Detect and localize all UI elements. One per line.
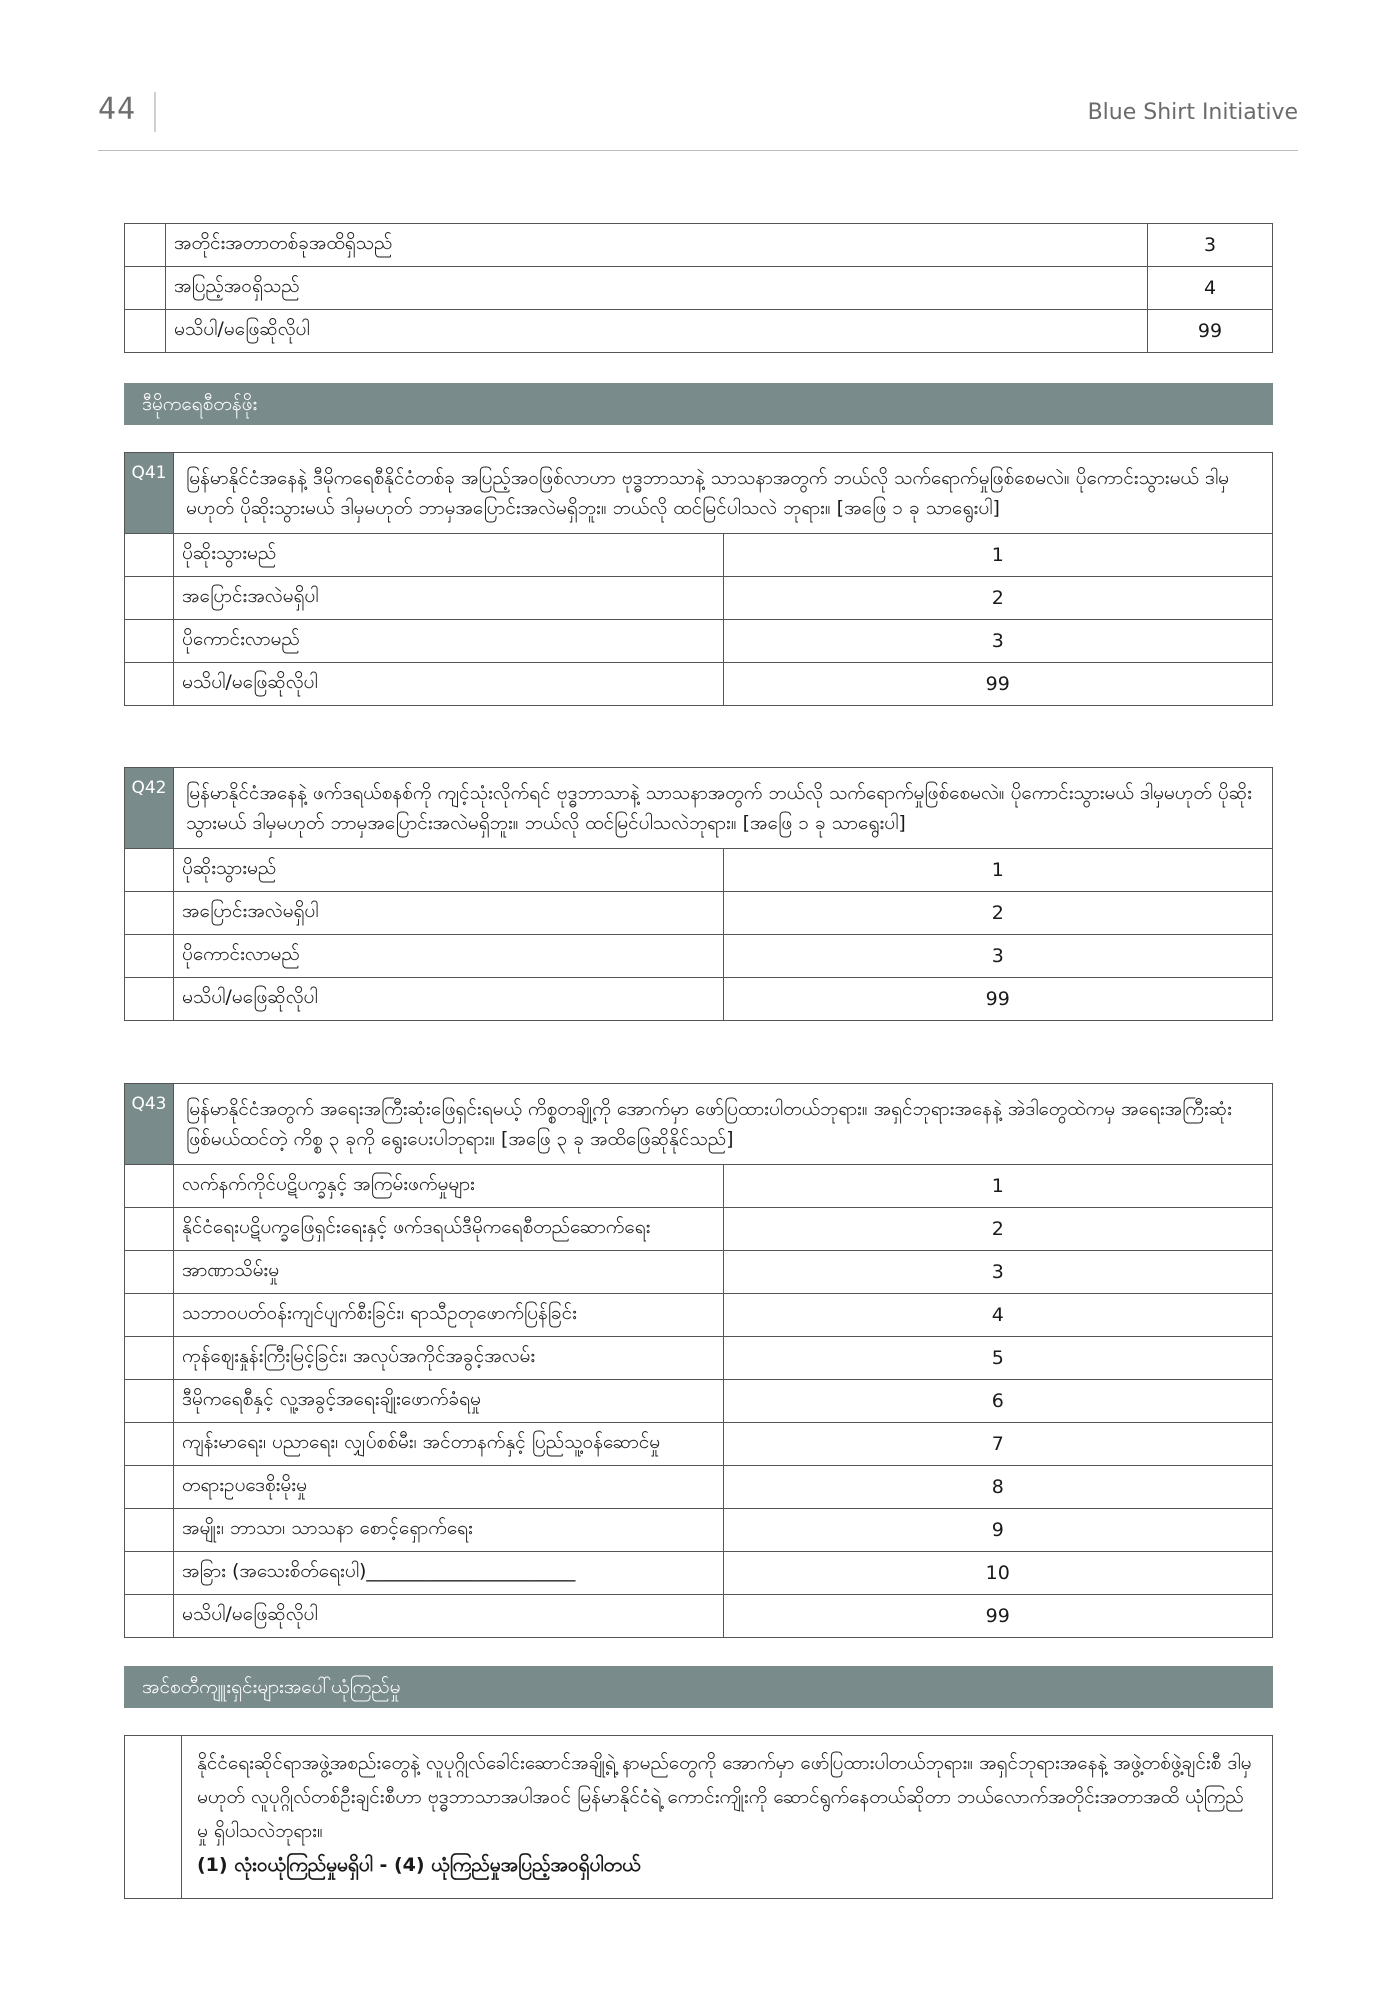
option-label: ကျန်းမာရေး၊ ပညာရေး၊ လျှပ်စစ်မီး၊ အင်တာနက်နှင့် ပြည်သူ့ဝန်ဆောင်မှု	[174, 1423, 724, 1466]
option-code: 2	[723, 1208, 1273, 1251]
table-row	[125, 1208, 1273, 1251]
option-code: 6	[723, 1380, 1273, 1423]
question-row	[125, 1084, 1273, 1165]
page-number: 44	[98, 92, 137, 127]
option-code: 2	[723, 892, 1273, 935]
table-row	[125, 978, 1273, 1021]
option-code: 5	[723, 1337, 1273, 1380]
question-text: မြန်မာနိုင်ငံအနေနဲ့ ဒီမိုကရေစီနိုင်ငံတစ်ခု အပြည့်အဝဖြစ်လာဟာ ဗုဒ္ဓဘာသာနဲ့ သာသနာအတွက် ဘယ်လို သက်ရောက်မှုဖြစ်စေမလဲ။ ပိုကောင်းသွားမယ် ဒါမှမဟုတ် ပိုဆိုးသွားမယ် ဒါမှမဟုတ် ဘာမှအပြောင်းအလဲမရှိဘူး။ ဘယ်လို ထင်မြင်ပါသလဲ ဘုရား။ [အဖြေ ၁ ခု သာရွေးပါ]	[174, 453, 1273, 534]
option-code: 99	[1148, 310, 1273, 353]
option-code: 7	[723, 1423, 1273, 1466]
option-label: အပြည့်အဝရှိသည်	[166, 267, 1148, 310]
table-row	[125, 1337, 1273, 1380]
option-label: အာဏာသိမ်းမှု	[174, 1251, 724, 1294]
table-row	[125, 620, 1273, 663]
header-rule	[98, 150, 1298, 151]
option-label: တရားဥပဒေစိုးမိုးမှု	[174, 1466, 724, 1509]
question-table-q41	[124, 452, 1273, 706]
option-label: မသိပါ/မဖြေဆိုလိုပါ	[174, 1595, 724, 1638]
option-code: 3	[1148, 224, 1273, 267]
table-row	[125, 1466, 1273, 1509]
table-row	[125, 1165, 1273, 1208]
question-text: မြန်မာနိုင်ငံအတွက် အရေးအကြီးဆုံးဖြေရှင်းရမယ့် ကိစ္စတချို့ကို အောက်မှာ ဖော်ပြထားပါတယ်ဘုရား။ အရှင်ဘုရားအနေနဲ့ အဲဒါတွေထဲကမှ အရေးအကြီးဆုံး ဖြစ်မယ်ထင်တဲ့ ကိစ္စ ၃ ခုကို ရွေးပေးပါဘုရား။ [အဖြေ ၃ ခု အထိဖြေဆိုနိုင်သည်]	[174, 1084, 1273, 1165]
table-row	[125, 577, 1273, 620]
option-label: အပြောင်းအလဲမရှိပါ	[174, 892, 724, 935]
option-label: ပိုဆိုးသွားမည်	[174, 849, 724, 892]
option-code: 3	[723, 620, 1273, 663]
question-table-q42	[124, 767, 1273, 1021]
question-id: Q41	[125, 453, 174, 534]
table-row	[125, 663, 1273, 706]
option-code: 99	[723, 663, 1273, 706]
option-code: 1	[723, 534, 1273, 577]
table-row	[125, 224, 1273, 267]
option-label: ပိုကောင်းလာမည်	[174, 620, 724, 663]
option-code: 4	[723, 1294, 1273, 1337]
option-code: 4	[1148, 267, 1273, 310]
trust-intro-box	[124, 1735, 1273, 1899]
page-header	[98, 88, 1298, 152]
question-table-q43	[124, 1083, 1273, 1638]
trust-scale-note: (1) လုံးဝယုံကြည်မှုမရှိပါ - (4) ယုံကြည်မှုအပြည့်အဝရှိပါတယ်	[197, 1854, 641, 1876]
option-code: 10	[723, 1552, 1273, 1595]
option-label: အမျိုး၊ ဘာသာ၊ သာသနာ စောင့်ရှောက်ရေး	[174, 1509, 724, 1552]
table-row	[125, 1294, 1273, 1337]
trust-intro-body	[197, 1746, 1252, 1882]
table-row	[125, 849, 1273, 892]
option-label: သဘာဝပတ်ဝန်းကျင်ပျက်စီးခြင်း၊ ရာသီဥတုဖောက်ပြန်ခြင်း	[174, 1294, 724, 1337]
option-label: ကုန်ဈေးနှုန်းကြီးမြင့်ခြင်း၊ အလုပ်အကိုင်အခွင့်အလမ်း	[174, 1337, 724, 1380]
question-id: Q42	[125, 768, 174, 849]
option-code: 1	[723, 1165, 1273, 1208]
section-title-institution-trust: အင်စတီကျူးရှင်းများအပေါ်ယုံကြည်မှု	[124, 1666, 1273, 1708]
option-label: အခြား (အသေးစိတ်ရေးပါ)______________________	[174, 1552, 724, 1595]
option-label: ဒီမိုကရေစီနှင့် လူ့အခွင့်အရေးချိုးဖောက်ခံရမှု	[174, 1380, 724, 1423]
id-column	[125, 1736, 182, 1898]
option-code: 99	[723, 978, 1273, 1021]
table-row	[125, 534, 1273, 577]
table-row	[125, 1423, 1273, 1466]
organization-name: Blue Shirt Initiative	[1087, 100, 1298, 125]
option-code: 1	[723, 849, 1273, 892]
question-row	[125, 453, 1273, 534]
table-row	[125, 1509, 1273, 1552]
question-id: Q43	[125, 1084, 174, 1165]
table-row	[125, 1251, 1273, 1294]
table-row	[125, 1595, 1273, 1638]
table-row	[125, 267, 1273, 310]
option-label: ပိုဆိုးသွားမည်	[174, 534, 724, 577]
option-label: လက်နက်ကိုင်ပဋိပက္ခနှင့် အကြမ်းဖက်မှုများ	[174, 1165, 724, 1208]
continued-options-table	[124, 223, 1273, 353]
question-row	[125, 768, 1273, 849]
option-label: မသိပါ/မဖြေဆိုလိုပါ	[166, 310, 1148, 353]
option-label: မသိပါ/မဖြေဆိုလိုပါ	[174, 978, 724, 1021]
header-divider	[154, 92, 156, 132]
option-label: ပိုကောင်းလာမည်	[174, 935, 724, 978]
option-label: နိုင်ငံရေးပဋိပက္ခဖြေရှင်းရေးနှင့် ဖက်ဒရယ်ဒီမိုကရေစီတည်ဆောက်ရေး	[174, 1208, 724, 1251]
table-row	[125, 1380, 1273, 1423]
section-title-democracy-value: ဒီမိုကရေစီတန်ဖိုး	[124, 383, 1273, 425]
option-code: 8	[723, 1466, 1273, 1509]
option-label: အတိုင်းအတာတစ်ခုအထိရှိသည်	[166, 224, 1148, 267]
option-label: အပြောင်းအလဲမရှိပါ	[174, 577, 724, 620]
question-text: မြန်မာနိုင်ငံအနေနဲ့ ဖက်ဒရယ်စနစ်ကို ကျင့်သုံးလိုက်ရင် ဗုဒ္ဓဘာသာနဲ့ သာသနာအတွက် ဘယ်လို သက်ရောက်မှုဖြစ်စေမလဲ။ ပိုကောင်းသွားမယ် ဒါမှမဟုတ် ပိုဆိုးသွားမယ် ဒါမှမဟုတ် ဘာမှအပြောင်းအလဲမရှိဘူး။ ဘယ်လို ထင်မြင်ပါသလဲဘုရား။ [အဖြေ ၁ ခု သာရွေးပါ]	[174, 768, 1273, 849]
trust-intro-text: နိုင်ငံရေးဆိုင်ရာအဖွဲ့အစည်းတွေနဲ့ လူပုဂ္ဂိုလ်ခေါင်းဆောင်အချို့ရဲ့ နာမည်တွေကို အောက်မှာ ဖော်ပြထားပါတယ်ဘုရား။ အရှင်ဘုရားအနေနဲ့ အဖွဲ့တစ်ဖွဲ့ချင်းစီ ဒါမှမဟုတ် လူပုဂ္ဂိုလ်တစ်ဦးချင်းစီဟာ ဗုဒ္ဓဘာသာအပါအဝင် မြန်မာနိုင်ငံရဲ့ ကောင်းကျိုးကို ဆောင်ရွက်နေတယ်ဆိုတာ ဘယ်လောက်အတိုင်းအတာအထိ ယုံကြည်မှု ရှိပါသလဲဘုရား။	[197, 1752, 1252, 1842]
table-row	[125, 935, 1273, 978]
table-row	[125, 310, 1273, 353]
option-code: 99	[723, 1595, 1273, 1638]
table-row	[125, 892, 1273, 935]
option-code: 3	[723, 1251, 1273, 1294]
option-code: 9	[723, 1509, 1273, 1552]
table-row	[125, 1552, 1273, 1595]
option-code: 2	[723, 577, 1273, 620]
option-code: 3	[723, 935, 1273, 978]
option-label: မသိပါ/မဖြေဆိုလိုပါ	[174, 663, 724, 706]
